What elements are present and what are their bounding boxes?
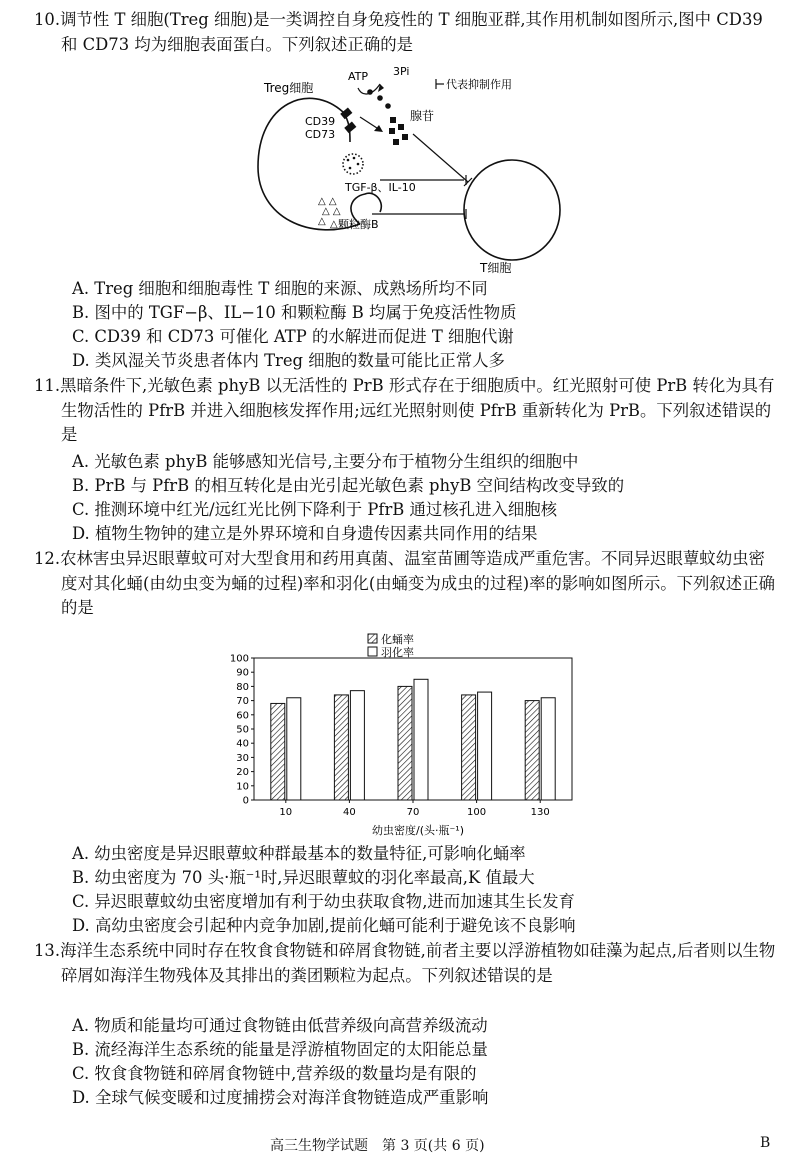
bar-eclosion-70: [414, 679, 428, 800]
x-axis-label: 幼虫密度/(头·瓶⁻¹): [371, 824, 465, 837]
bar-pupation-130: [525, 701, 539, 800]
y-tick-label: 20: [236, 767, 249, 779]
question-13: [34, 939, 776, 988]
y-tick-label: 40: [236, 738, 249, 750]
chart-legend: [368, 632, 414, 659]
question-stem: 农林害虫异迟眼蕈蚊可对大型食用和药用真菌、温室苗圃等造成严重危害。不同异迟眼蕈蚊幼虫密度对其化蛹(由幼虫变为蛹的过程)率和羽化(由蛹变为成虫的过程)率的影响如图所示。下列叙述正确的是: [60, 549, 775, 617]
question-stem: 黑暗条件下,光敏色素 phyB 以无活性的 PrB 形式存在于细胞质中。红光照射可使 PrB 转化为具有生物活性的 PfrB 并进入细胞核发挥作用;远红光照射则使 PfrB 重新转化为 PrB。下列叙述错误的是: [60, 376, 775, 444]
inhibition-legend: 代表抑制作用: [446, 78, 512, 91]
x-tick-label: 40: [343, 807, 356, 818]
question-number: 13.: [34, 941, 61, 960]
question-number: 11.: [34, 376, 61, 395]
cytokine-label: TGF-β、IL-10: [345, 181, 416, 194]
q12-option-d[interactable]: D. 高幼虫密度会引起种内竞争加剧,提前化蛹可能利于避免该不良影响: [72, 916, 576, 935]
q12-option-b[interactable]: B. 幼虫密度为 70 头·瓶⁻¹时,异迟眼蕈蚊的羽化率最高,K 值最大: [72, 868, 535, 887]
q10-option-b[interactable]: B. 图中的 TGF−β、IL−10 和颗粒酶 B 均属于免疫活性物质: [72, 303, 517, 322]
q10-option-a[interactable]: A. Treg 细胞和细胞毒性 T 细胞的来源、成熟场所均不同: [72, 279, 488, 298]
legend-swatch-1: [368, 647, 377, 656]
cd39-label: CD39: [305, 115, 336, 128]
question-stem: 调节性 T 细胞(Treg 细胞)是一类调控自身免疫性的 T 细胞亚群,其作用机制如图所示,图中 CD39 和 CD73 均为细胞表面蛋白。下列叙述正确的是: [60, 10, 763, 54]
q13-option-b[interactable]: B. 流经海洋生态系统的能量是浮游植物固定的太阳能总量: [72, 1040, 488, 1059]
footer-page-info: 高三生物学试题 第 3 页(共 6 页): [270, 1138, 485, 1154]
plot-area: [254, 658, 572, 800]
bar-eclosion-130: [541, 698, 555, 800]
svg-text:△ △: △ △: [322, 206, 341, 217]
legend-label-1: 羽化率: [381, 646, 414, 659]
x-tick-label: 10: [279, 807, 293, 818]
bar-pupation-70: [398, 686, 412, 800]
q11-option-b[interactable]: B. PrB 与 PfrB 的相互转化是由光引起光敏色素 phyB 空间结构改变导致的: [72, 476, 625, 495]
bar-pupation-40: [334, 695, 348, 800]
question-11: [34, 374, 776, 448]
cd73-label: CD73: [305, 128, 336, 141]
t-cell-label: T细胞: [480, 261, 512, 275]
q11-option-a[interactable]: A. 光敏色素 phyB 能够感知光信号,主要分布于植物分生组织的细胞中: [72, 452, 579, 471]
svg-text:△: △: [318, 216, 326, 227]
x-tick-label: 130: [530, 807, 550, 818]
bar-eclosion-40: [350, 691, 364, 800]
treg-label: Treg细胞: [264, 81, 314, 95]
svg-text:△: △: [330, 219, 338, 230]
y-tick-label: 100: [229, 653, 249, 665]
q13-option-c[interactable]: C. 牧食食物链和碎屑食物链中,营养级的数量均是有限的: [72, 1064, 477, 1083]
y-tick-label: 70: [236, 696, 249, 708]
granzyme-label: 颗粒酶B: [338, 218, 379, 231]
question-number: 12.: [34, 549, 61, 568]
y-tick-label: 90: [236, 667, 249, 679]
q13-option-a[interactable]: A. 物质和能量均可通过食物链由低营养级向高营养级流动: [72, 1016, 488, 1035]
question-10: [34, 8, 776, 57]
y-tick-label: 80: [236, 681, 249, 693]
y-tick-label: 0: [242, 795, 249, 807]
svg-text:△ △: △ △: [318, 196, 337, 207]
density-bar-chart: [222, 628, 582, 840]
y-tick-label: 50: [236, 724, 249, 736]
adenosine-label: 腺苷: [410, 109, 435, 123]
q13-option-d[interactable]: D. 全球气候变暖和过度捕捞会对海洋食物链造成严重影响: [72, 1088, 489, 1107]
q10-option-c[interactable]: C. CD39 和 CD73 可催化 ATP 的水解进而促进 T 细胞代谢: [72, 327, 514, 346]
q11-option-d[interactable]: D. 植物生物钟的建立是外界环境和自身遗传因素共同作用的结果: [72, 524, 538, 543]
x-tick-label: 70: [406, 807, 420, 818]
y-tick-label: 30: [236, 752, 249, 764]
y-tick-label: 10: [236, 781, 249, 793]
q10-option-d[interactable]: D. 类风湿关节炎患者体内 Treg 细胞的数量可能比正常人多: [72, 351, 505, 370]
treg-mechanism-diagram: [250, 62, 580, 277]
pi-label: 3Pi: [393, 65, 410, 78]
footer-version: B: [760, 1135, 771, 1151]
question-stem: 海洋生态系统中同时存在牧食食物链和碎屑食物链,前者主要以浮游植物如硅藻为起点,后者则以生物碎屑如海洋生物残体及其排出的粪团颗粒为起点。下列叙述错误的是: [60, 941, 776, 985]
legend-swatch-0: [368, 634, 377, 643]
x-tick-label: 100: [467, 807, 487, 818]
q12-option-c[interactable]: C. 异迟眼蕈蚊幼虫密度增加有利于幼虫获取食物,进而加速其生长发育: [72, 892, 575, 911]
bar-eclosion-100: [478, 692, 492, 800]
q11-option-c[interactable]: C. 推测环境中红光/远红光比例下降利于 PfrB 通过核孔进入细胞核: [72, 500, 558, 519]
q12-option-a[interactable]: A. 幼虫密度是异迟眼蕈蚊种群最基本的数量特征,可影响化蛹率: [72, 844, 526, 863]
question-number: 10.: [34, 10, 61, 29]
y-tick-label: 60: [236, 710, 249, 722]
bar-pupation-100: [462, 695, 476, 800]
bar-eclosion-10: [287, 698, 301, 800]
legend-label-0: 化蛹率: [381, 633, 414, 646]
bar-pupation-10: [271, 703, 285, 800]
atp-label: ATP: [348, 70, 369, 83]
question-12: [34, 547, 776, 621]
